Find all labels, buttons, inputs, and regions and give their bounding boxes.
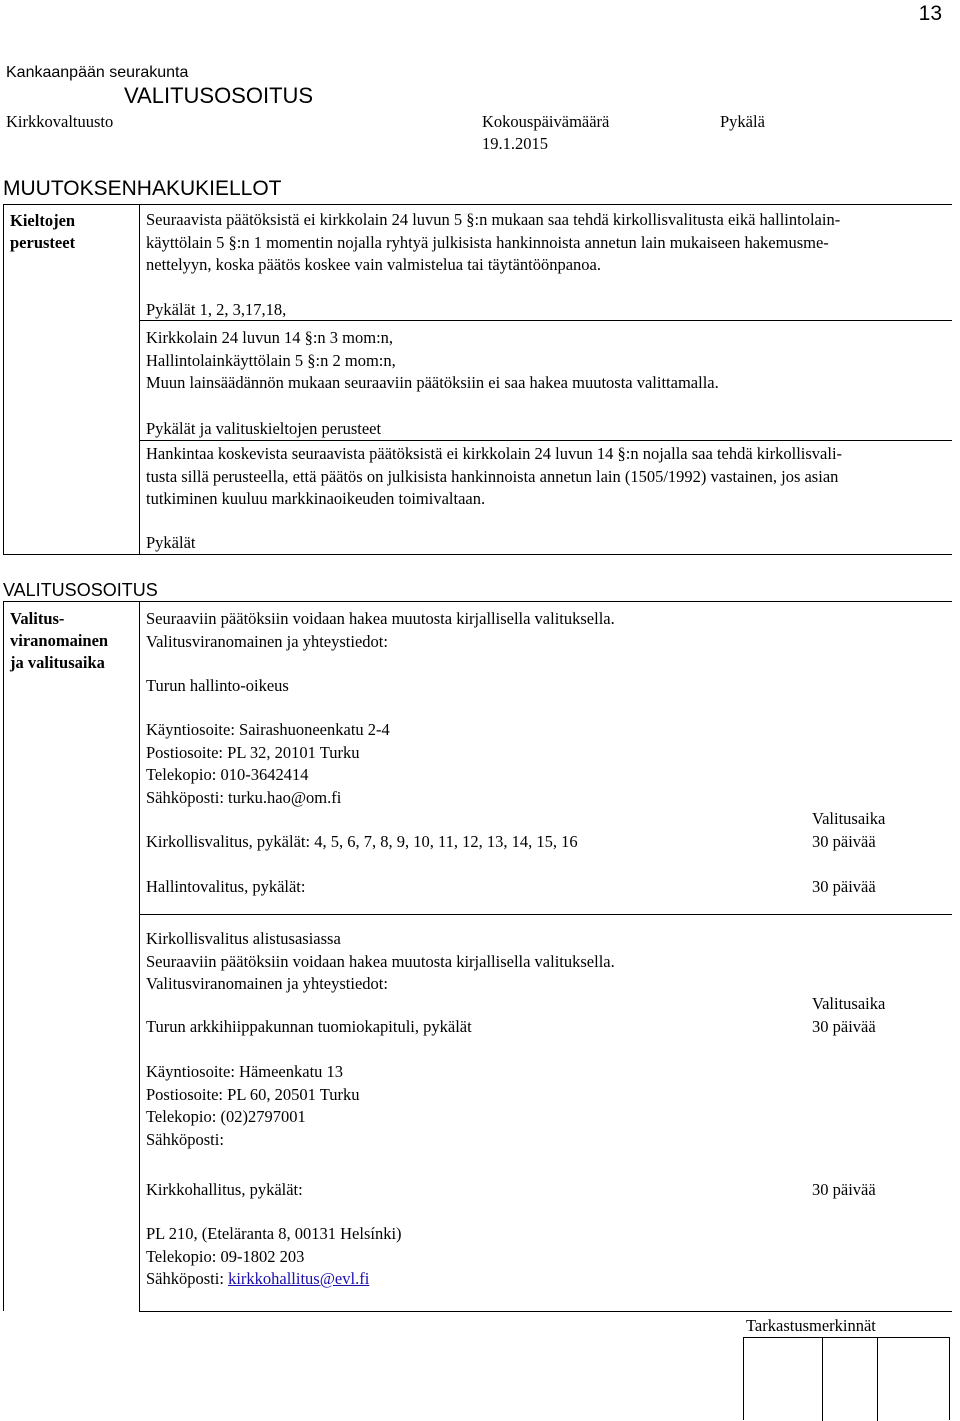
law-line: Hallintolainkäyttölain 5 §:n 2 mom:n, (146, 350, 396, 370)
grounds-label: Pykälät ja valituskieltojen perusteet (146, 419, 382, 438)
church-appeal-period: 30 päivää (812, 832, 876, 851)
board-name: Kirkkohallitus, pykälät: (146, 1180, 303, 1199)
law-references (146, 327, 719, 395)
side-label-line: ja valitusaika (10, 653, 105, 672)
procurement-line: Hankintaa koskevista seuraavista päätöksistä ei kirkkolain 24 luvun 14 §:n nojalla saa tehdä kirkollisvali- (146, 444, 843, 463)
chapter-contact-line: Telekopio: (02)2797001 (146, 1107, 306, 1126)
restrictions-left-border (3, 204, 4, 554)
board-period: 30 päivää (812, 1180, 876, 1199)
law-line: Muun lainsäädännön mukaan seuraaviin päätöksiin ei saa hakea muutosta valittamalla. (146, 373, 719, 392)
appeal-bottom-rule (139, 1311, 952, 1312)
sub-appeal-heading: Kirkollisvalitus alistusasiassa (146, 929, 341, 948)
board-email-line (146, 1268, 402, 1291)
parish-name: Kankaanpään seurakunta (6, 64, 189, 81)
meeting-date-label: Kokouspäivämäärä (482, 112, 610, 131)
governing-body: Kirkkovaltuusto (6, 112, 114, 131)
chapter-period: 30 päivää (812, 1017, 876, 1036)
last-sections-label: Pykälät (146, 533, 196, 552)
law-line: Kirkkolain 24 luvun 14 §:n 3 mom:n, (146, 328, 394, 347)
check-marks-label: Tarkastusmerkinnät (746, 1316, 876, 1335)
sub-appeal-line: Valitusviranomainen ja yhteystiedot: (146, 974, 388, 993)
appeal-heading: VALITUSOSOITUS (3, 580, 158, 600)
meeting-date: 19.1.2015 (482, 134, 548, 153)
chapter-contacts (146, 1061, 359, 1151)
page-number: 13 (918, 2, 942, 25)
sub-appeal-intro (146, 928, 615, 996)
sections-rule (139, 320, 952, 321)
check-marks-box (743, 1337, 950, 1420)
appeal-left-border (3, 601, 4, 1311)
section-label: Pykälä (720, 112, 765, 131)
admin-appeal-sections: Hallintovalitus, pykälät: (146, 877, 306, 896)
procurement-line: tutkiminen kuuluu markkinaoikeuden toimivaltaan. (146, 489, 486, 508)
court-contact-line: Sähköposti: turku.hao@om.fi (146, 787, 342, 807)
restrictions-side-label (10, 210, 75, 254)
court-contact-line: Postiosoite: PL 32, 20101 Turku (146, 742, 360, 762)
intro-line: käyttölain 5 §:n 1 momentin nojalla ryhtyä julkisista hankinnoista annetun lain mukaiseen hakemusme- (146, 232, 829, 252)
court-name: Turun hallinto-oikeus (146, 676, 289, 695)
board-email-label: Sähköposti: (146, 1269, 229, 1288)
appeal-column-divider (139, 601, 140, 1311)
period-header-2: Valitusaika (812, 994, 886, 1013)
appeal-intro (146, 608, 615, 653)
period-header: Valitusaika (812, 809, 886, 828)
check-marks-divider-1 (822, 1338, 823, 1421)
chapter-contact-line: Postiosoite: PL 60, 20501 Turku (146, 1084, 360, 1104)
intro-line: nettelyyn, koska päätös koskee vain valmistelua tai täytäntöönpanoa. (146, 255, 601, 274)
document-title: VALITUSOSOITUS (124, 83, 314, 108)
side-label-line: Kieltojen (10, 211, 76, 230)
chapter-name: Turun arkkihiippakunnan tuomiokapituli, pykälät (146, 1017, 472, 1036)
restrictions-column-divider (139, 204, 140, 554)
appeal-side-label (10, 608, 108, 674)
court-contact-line: Telekopio: 010-3642414 (146, 765, 309, 784)
side-label-line: viranomainen (10, 631, 109, 650)
procurement-text (146, 443, 842, 511)
grounds-rule (139, 440, 952, 441)
church-appeal-sections: Kirkollisvalitus, pykälät: 4, 5, 6, 7, 8, 9, 10, 11, 12, 13, 14, 15, 16 (146, 832, 578, 851)
sections-label: Pykälät 1, 2, 3,17,18, (146, 300, 287, 319)
restrictions-intro (146, 209, 840, 277)
restrictions-heading: MUUTOKSENHAKUKIELLOT (3, 177, 282, 200)
admin-appeal-period: 30 päivää (812, 877, 876, 896)
board-contact-line: PL 210, (Eteläranta 8, 00131 Helsínki) (146, 1224, 402, 1243)
board-contacts (146, 1223, 402, 1291)
procurement-line: tusta sillä perusteella, että päätös on julkisista hankinnoista annetun lain (1505/1992) vastainen, jos asian (146, 466, 839, 486)
intro-line: Seuraavista päätöksistä ei kirkkolain 24 luvun 5 §:n mukaan saa tehdä kirkollisvalitusta eikä hallintolain- (146, 210, 841, 229)
side-label-line: Valitus- (10, 609, 65, 628)
sub-appeal-line: Seuraaviin päätöksiin voidaan hakea muutosta kirjallisella valituksella. (146, 951, 615, 971)
restrictions-top-rule (3, 204, 952, 205)
appeal-top-rule (3, 601, 952, 602)
restrictions-bottom-rule (3, 554, 952, 555)
side-label-line: perusteet (10, 233, 76, 252)
board-email-link[interactable]: kirkkohallitus@evl.fi (228, 1269, 370, 1288)
chapter-contact-line: Käyntiosoite: Hämeenkatu 13 (146, 1062, 344, 1081)
appeal-intro-line: Seuraaviin päätöksiin voidaan hakea muutosta kirjallisella valituksella. (146, 609, 615, 628)
check-marks-divider-2 (877, 1338, 878, 1421)
chapter-contact-line: Sähköposti: (146, 1129, 224, 1149)
appeal-intro-line: Valitusviranomainen ja yhteystiedot: (146, 631, 388, 651)
court-contact-line: Käyntiosoite: Sairashuoneenkatu 2-4 (146, 720, 390, 739)
board-contact-line: Telekopio: 09-1802 203 (146, 1246, 305, 1266)
appeal-mid-rule (139, 914, 952, 915)
court-contacts (146, 719, 390, 809)
